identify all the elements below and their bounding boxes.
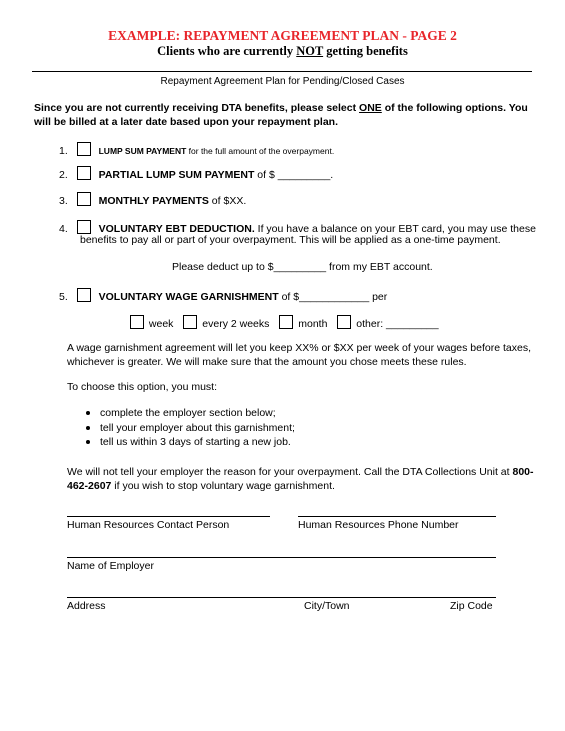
frequency-every-2-weeks-checkbox[interactable] <box>183 315 197 329</box>
collections-phone: 800-462-2607 <box>67 466 534 492</box>
address-label: Address <box>67 600 106 612</box>
option-3-number: 3. <box>59 195 68 207</box>
notice-post: if you wish to stop voluntary wage garnishment. <box>111 480 335 492</box>
page-title: EXAMPLE: REPAYMENT AGREEMENT PLAN - PAGE 2 <box>108 28 457 43</box>
option-4 <box>59 220 536 235</box>
requirements-list <box>80 406 295 450</box>
option-5-checkbox[interactable] <box>77 288 91 302</box>
option-3-text: of $XX. <box>208 195 247 207</box>
section-title: Repayment Agreement Plan for Pending/Closed Cases <box>160 76 405 87</box>
subtitle-pre: Clients who are currently <box>157 44 297 58</box>
requirement-item: tell us within 3 days of starting a new job. <box>80 435 295 450</box>
employer-label: Name of Employer <box>67 560 154 572</box>
hr-contact-label: Human Resources Contact Person <box>67 519 230 531</box>
employer-line[interactable] <box>67 557 496 558</box>
city-label: City/Town <box>304 600 350 612</box>
intro-text <box>34 101 534 129</box>
option-2-checkbox[interactable] <box>77 166 91 180</box>
hr-contact-line[interactable] <box>67 516 270 517</box>
option-5 <box>59 288 387 303</box>
frequency-options <box>130 315 439 330</box>
requirement-item: complete the employer section below; <box>80 406 295 421</box>
intro-pre: Since you are not currently receiving DTA benefits, please select <box>34 102 360 114</box>
option-3-label: MONTHLY PAYMENTS <box>98 195 209 207</box>
option-4-label: VOLUNTARY EBT DEDUCTION. <box>98 223 255 235</box>
frequency-other-label: other: _________ <box>356 318 439 330</box>
notice-text <box>67 465 537 493</box>
intro-post: of the following options. You will be billed at a later date based upon your repayment plan. <box>34 102 528 128</box>
frequency-other-checkbox[interactable] <box>337 315 351 329</box>
frequency-week-label: week <box>148 318 174 330</box>
requirement-item: tell your employer about this garnishment; <box>80 421 295 436</box>
option-4-number: 4. <box>59 223 68 235</box>
option-2 <box>59 166 333 181</box>
option-2-label: PARTIAL LUMP SUM PAYMENT <box>98 169 255 181</box>
subtitle-emphasis: NOT <box>296 44 324 58</box>
address-line[interactable] <box>67 597 496 598</box>
frequency-every-2-weeks-label: every 2 weeks <box>202 318 270 330</box>
zip-label: Zip Code <box>450 600 493 612</box>
frequency-week-checkbox[interactable] <box>130 315 144 329</box>
ebt-deduct-line: Please deduct up to $_________ from my EBT account. <box>172 261 433 273</box>
option-5-number: 5. <box>59 291 68 303</box>
hr-phone-line[interactable] <box>298 516 496 517</box>
option-2-number: 2. <box>59 169 68 181</box>
header-divider <box>32 71 532 72</box>
option-4-text-line2: benefits to pay all or part of your overpayment. This will be applied as a one-time payment. <box>80 234 501 246</box>
frequency-month-checkbox[interactable] <box>279 315 293 329</box>
option-1 <box>59 142 334 157</box>
hr-phone-label: Human Resources Phone Number <box>298 519 459 531</box>
option-5-text: of $____________ per <box>278 291 388 303</box>
option-3 <box>59 192 246 207</box>
option-1-label: LUMP SUM PAYMENT <box>98 146 187 156</box>
frequency-month-label: month <box>298 318 328 330</box>
option-1-text: for the full amount of the overpayment. <box>186 146 335 156</box>
page-subtitle <box>0 44 565 59</box>
option-1-number: 1. <box>59 145 68 157</box>
option-4-checkbox[interactable] <box>77 220 91 234</box>
option-2-text: of $ _________. <box>254 169 334 181</box>
intro-emphasis: ONE <box>359 102 382 114</box>
garnishment-text: A wage garnishment agreement will let you keep XX% or $XX per week of your wages before taxes, whichever is greater. We will make sure that the amount you chose meets these rules. <box>67 342 531 368</box>
notice-pre: We will not tell your employer the reason for your overpayment. Call the DTA Collections Unit at <box>67 466 513 478</box>
option-3-checkbox[interactable] <box>77 192 91 206</box>
option-1-checkbox[interactable] <box>77 142 91 156</box>
subtitle-post: getting benefits <box>323 44 408 58</box>
option-5-label: VOLUNTARY WAGE GARNISHMENT <box>98 291 279 303</box>
choose-option-text: To choose this option, you must: <box>67 381 217 393</box>
option-4-text: If you have a balance on your EBT card, you may use these <box>254 223 536 235</box>
